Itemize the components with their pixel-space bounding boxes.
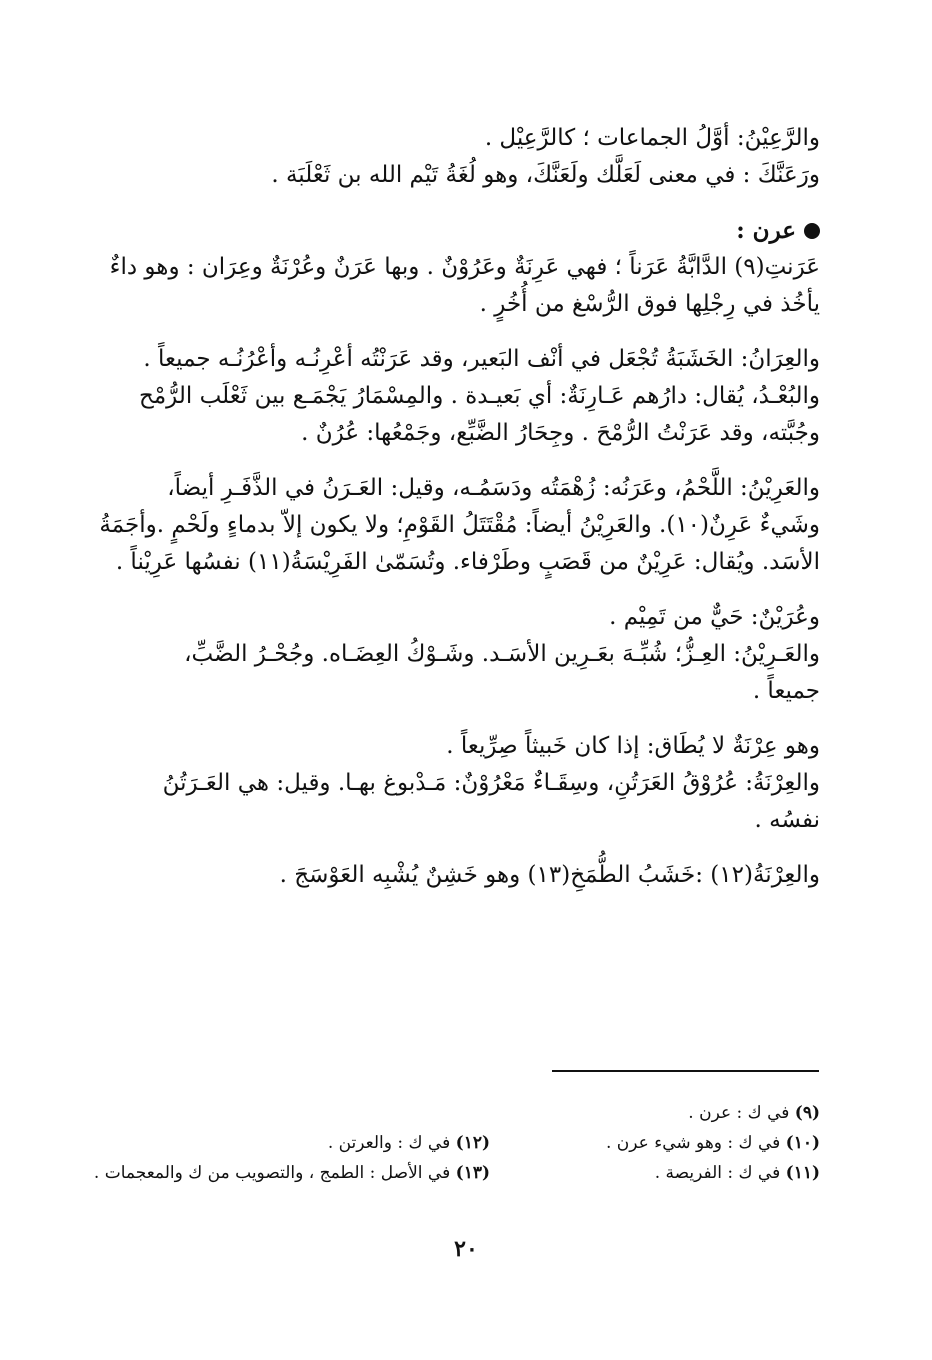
footnote: [94, 1128, 490, 1158]
footnote: [510, 1128, 820, 1158]
body-line: والعَـرِيْنُ: العِـزُّ؛ شُبِّـهَ بعَـرِين الأسَـد. وشَـوْكُ العِضَـاه. وجُحْـرُ الضَّبِّ،: [184, 641, 820, 667]
body-line: نفسُه .: [754, 807, 820, 833]
body-line: والعَرِيْنُ: اللَّحْمُ، وعَرَنُه: زُهْمَتُه ودَسَمُـه، وقيل: العَـرَنُ في الذَّفَـرِ أيضاً،: [167, 475, 820, 501]
footnote: [510, 1158, 820, 1188]
body-line: عَرَنتِ(٩) الدَّابَّةُ عَرَناً ؛ فهي عَرِنَةٌ وعَرُوْنٌ . وبها عَرَنٌ وعُرْنَةٌ وعِرَان : وهو داءٌ: [109, 254, 820, 280]
paragraph: [95, 341, 820, 452]
footnote-divider: [552, 1070, 819, 1072]
page-number: ٢٠: [454, 1236, 478, 1262]
body-line: وشَيءٌ عَرِنٌ(١٠). والعَرِيْنُ أيضاً: مُقْتَتَلُ القَوْمِ؛ ولا يكون إلاّ بدماءٍ ولَحْمٍ .وأجَمَةُ: [99, 512, 820, 538]
body-line: والبُعْـدُ، يُقال: دارُهم عَـارِنَةٌ: أي بَعيـدة . والمِسْمَارُ يَجْمَـع بين ثَعْلَب الرُّمْح: [139, 383, 820, 409]
footnote-text: في ك : عرن .: [688, 1103, 790, 1123]
paragraph: [95, 470, 820, 581]
footnotes: [95, 1098, 820, 1188]
body-line: والعِرْنَةُ(١٢) :خَشَبُ الطُّمَخِ(١٣) وهو خَشِنٌ يُشْبِه العَوْسَجَ .: [279, 862, 820, 888]
body-line: الأسَد. ويُقال: عَرِيْنٌ من قَصَبٍ وطَرْفاء. وتُسَمّىٰ الفَرِيْسَةُ(١١) نفسُها عَرِيْناً .: [115, 549, 820, 575]
footnote-text: في ك : والعرتن .: [327, 1133, 451, 1153]
footnote-number: (١١): [785, 1163, 820, 1183]
page-body: [95, 120, 820, 894]
footnotes-left-column: [94, 1098, 490, 1188]
footnote: [510, 1098, 820, 1128]
body-line: يأخُذ في رِجْلِها فوق الرُّسْغ من أُخُرٍ .: [479, 291, 820, 317]
footnote-number: (١٠): [785, 1133, 820, 1153]
footnote-text: في ك : الفريصة .: [654, 1163, 781, 1183]
body-line: وهو عِرْنَةٌ لا يُطَاق: إذا كان خَبيثاً صِرِّيعاً .: [446, 733, 820, 759]
body-line: وجُبَّته، وقد عَرَنْتُ الرُّمْحَ . وجِحَارُ الضَّبِّع، وجَمْعُها: عُرُنٌ .: [301, 420, 820, 446]
body-line: والعِرْنَةُ: عُرُوْقُ العَرَتُنِ، وسِقَـاءٌ مَعْرُوْنٌ: مَـدْبوغ بهـا. وقيل: هي العَـرَتُنُ: [162, 770, 820, 796]
paragraph: [95, 728, 820, 839]
footnote: [94, 1158, 490, 1188]
entry-heading: [95, 212, 820, 249]
footnote-text: في ك : وهو شيء عرن .: [606, 1133, 781, 1153]
body-line: والرَّعِيْنُ: أوَّلُ الجماعات ؛ كالرَّعِيْل .: [484, 125, 820, 151]
paragraph: [95, 599, 820, 710]
bullet-icon: [804, 223, 820, 239]
entry-heading-text: عرن :: [736, 217, 796, 244]
footnote-number: (١٢): [455, 1133, 490, 1153]
body-line: جميعاً .: [752, 678, 820, 704]
footnotes-right-column: [510, 1098, 820, 1188]
footnote-number: (١٣): [455, 1163, 490, 1183]
footnote-number: (٩): [794, 1103, 820, 1123]
body-line: والعِرَانُ: الخَشَبَةُ تُجْعَل في أنْف البَعير، وقد عَرَنْتُه أعْرِنُـه وأعْرُنُـه جميعاً .: [143, 346, 820, 372]
body-line: وعُرَيْنٌ: حَيٌّ من تَمِيْم .: [609, 604, 820, 630]
footnote-text: في الأصل : الطمج ، والتصويب من ك والمعجمات .: [93, 1163, 451, 1183]
paragraph: [95, 857, 820, 894]
paragraph: [95, 249, 820, 323]
body-line: ورَعَنَّكَ : في معنى لَعَلَّك ولَعَنَّكَ، وهو لُغَةُ تَيْم الله بن ثَعْلَبَة .: [271, 162, 820, 188]
